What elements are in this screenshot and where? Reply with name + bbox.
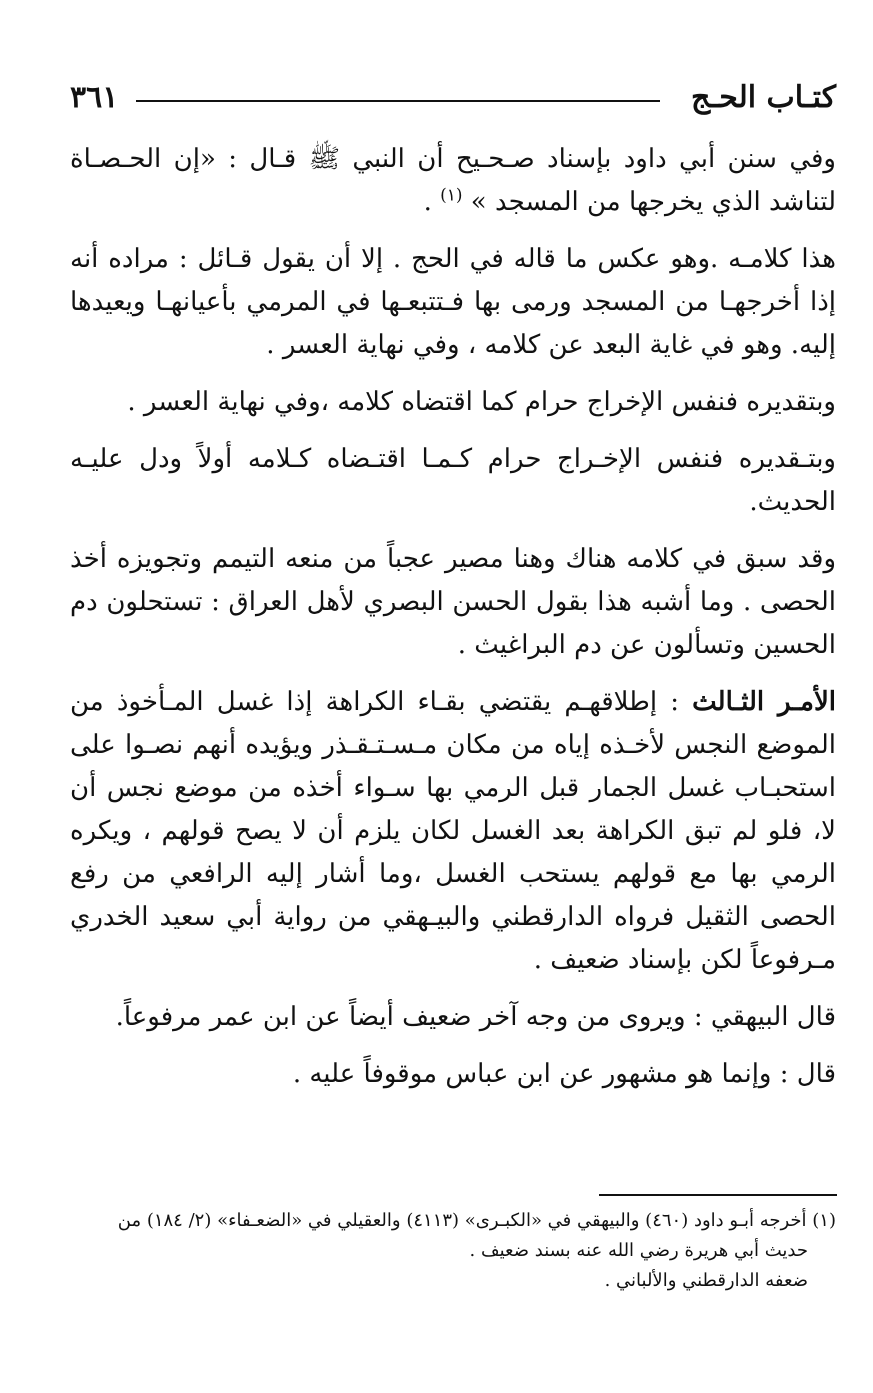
footnote-separator bbox=[599, 1194, 837, 1196]
paragraph-6-text: : إطلاقهـم يقتضي بقـاء الكراهة إذا غسل المـأخوذ من الموضع النجس لأخـذه إياه من مكان مـسـتـقـذر ويؤيده أنهم نصـوا على استحبـاب غسل الجمار قبل الرمي بها سـواء أخذه من موضع نجس أن لا، فلو لم تبق الكراهة بعد الغسل لكان يلزم أن لا يصح قولهم ، ويكره الرمي بها مع قولهم يستحب الغسل ،وما أشار إليه الرافعي من رفع الحصى الثقيل فرواه الدارقطني والبيـهقي من رواية أبي سعيد الخدري مـرفوعاً لكن بإسناد ضعيف . bbox=[70, 687, 836, 975]
footnote-1: (١) أخرجه أبـو داود (٤٦٠) والبيهقي في «الكبـرى» (٤١١٣) والعقيلي في «الضعـفاء» (٢/ ١٨٤) من bbox=[117, 1210, 836, 1231]
footnotes bbox=[70, 1206, 836, 1296]
paragraph-5: وقد سبق في كلامه هناك وهنا مصير عجباً من منعه التيمم وتجويزه أخذ الحصى . وما أشبه هذا بقول الحسن البصري لأهل العراق : تستحلون دم الحسين وتسألون عن دم البراغيث . bbox=[70, 544, 836, 660]
running-header bbox=[70, 78, 836, 122]
paragraph-1-text: وفي سنن أبي داود بإسناد صـحـيح أن النبي ﷺ قـال : «إن الحـصـاة لتناشد الذي يخرجها من المسجد » bbox=[70, 144, 836, 217]
paragraph-2: هذا كلامـه .وهو عكس ما قاله في الحج . إلا أن يقول قـائل : مراده أنه إذا أخرجهـا من المسجد ورمى بها فـتتبعـها في المرمي بأعيانهـا ويعيدها إليه. وهو في غاية البعد عن كلامه ، وفي نهاية العسر . bbox=[70, 244, 836, 360]
footnote-ref-1[interactable]: (١) bbox=[440, 185, 463, 206]
chapter-title: كتـاب الحـج bbox=[691, 80, 836, 115]
header-rule bbox=[136, 100, 660, 102]
paragraph-3: وبتقديره فنفس الإخراج حرام كما اقتضاه كلامه ،وفي نهاية العسر . bbox=[127, 387, 836, 417]
paragraph-1 bbox=[70, 138, 836, 224]
paragraph-1-end: . bbox=[423, 187, 441, 217]
paragraph-6 bbox=[70, 681, 836, 982]
footnote-1-note: ضعفه الدارقطني والألباني . bbox=[604, 1270, 808, 1291]
section-lead: الأمـر الثـالث bbox=[692, 687, 836, 717]
footnote-1-continuation: حديث أبي هريرة رضي الله عنه بسند ضعيف . bbox=[469, 1240, 808, 1261]
page-number: ٣٦١ bbox=[70, 80, 119, 115]
paragraph-4: وبتـقديره فنفس الإخـراج حرام كـمـا اقتـضاه كـلامه أولاً ودل عليـه الحديث. bbox=[70, 444, 836, 517]
paragraph-7: قال البيهقي : ويروى من وجه آخر ضعيف أيضاً عن ابن عمر مرفوعاً. bbox=[115, 1002, 836, 1032]
main-text bbox=[70, 138, 836, 1096]
paragraph-8: قال : وإنما هو مشهور عن ابن عباس موقوفاً عليه . bbox=[292, 1059, 836, 1089]
